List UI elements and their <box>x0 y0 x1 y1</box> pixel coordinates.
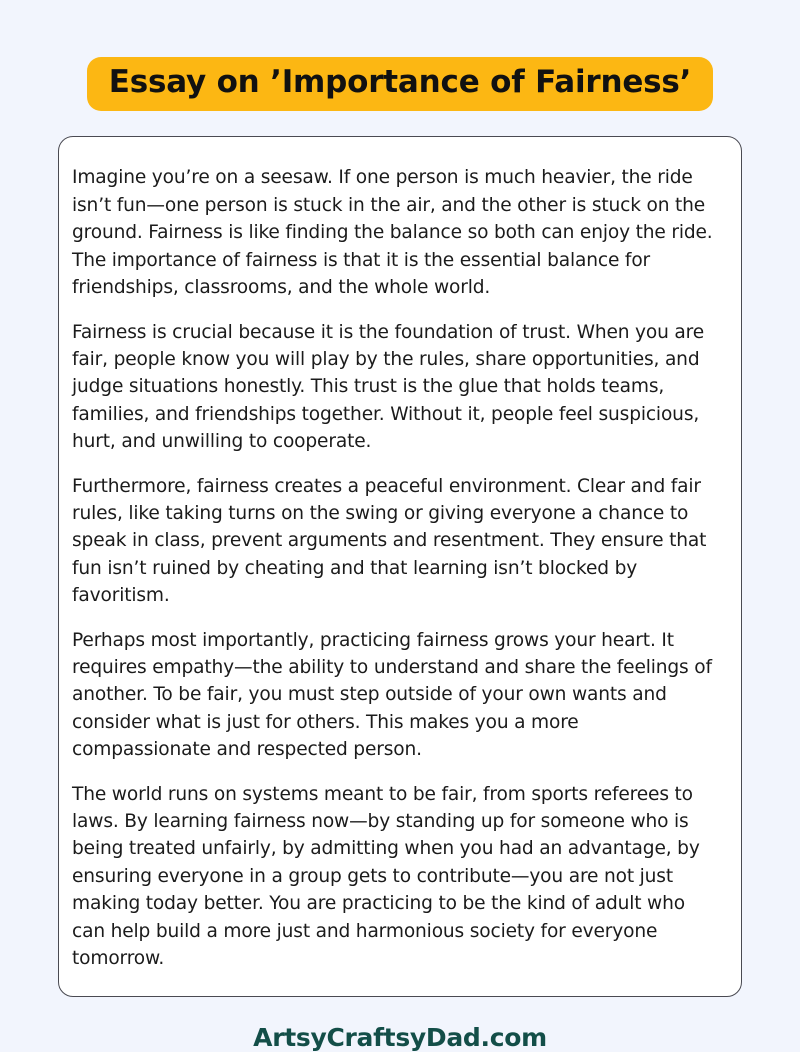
essay-paragraph: Perhaps most importantly, practicing fairness grows your heart. It requires empathy—the ability to understand and share the feelings of another. To be fair, you must step outside of your own wants and consider what is just for others. This makes you a more compassionate and respected person. <box>72 629 712 761</box>
essay-paragraph: Furthermore, fairness creates a peaceful environment. Clear and fair rules, like taking turns on the swing or giving everyone a chance to speak in class, prevent arguments and resentment. They ensure that fun isn’t ruined by cheating and that learning isn’t blocked by favoritism. <box>72 475 707 607</box>
essay-body <box>72 164 716 972</box>
essay-paragraph: Imagine you’re on a seesaw. If one person is much heavier, the ride isn’t fun—one person is stuck in the air, and the other is stuck on the ground. Fairness is like finding the balance so both can enjoy the ride. The importance of fairness is that it is the essential balance for friendships, classrooms, and the whole world. <box>72 167 713 299</box>
essay-card <box>58 136 742 997</box>
essay-paragraph: The world runs on systems meant to be fair, from sports referees to laws. By learning fairness now—by standing up for someone who is being treated unfairly, by admitting when you had an advantage, by ensuring everyone in a group gets to contribute—you are not just making today better. You are practicing to be the kind of adult who can help build a more just and harmonious society for everyone tomorrow. <box>72 783 700 970</box>
footer <box>0 1023 800 1052</box>
essay-paragraph: Fairness is crucial because it is the foundation of trust. When you are fair, people know you will play by the rules, share opportunities, and judge situations honestly. This trust is the glue that holds teams, families, and friendships together. Without it, people feel suspicious, hurt, and unwilling to cooperate. <box>72 321 705 453</box>
site-brand[interactable]: ArtsyCraftsyDad.com <box>253 1023 547 1052</box>
title-banner <box>0 57 800 111</box>
page-title: Essay on ’Importance of Fairness’ <box>87 57 714 111</box>
